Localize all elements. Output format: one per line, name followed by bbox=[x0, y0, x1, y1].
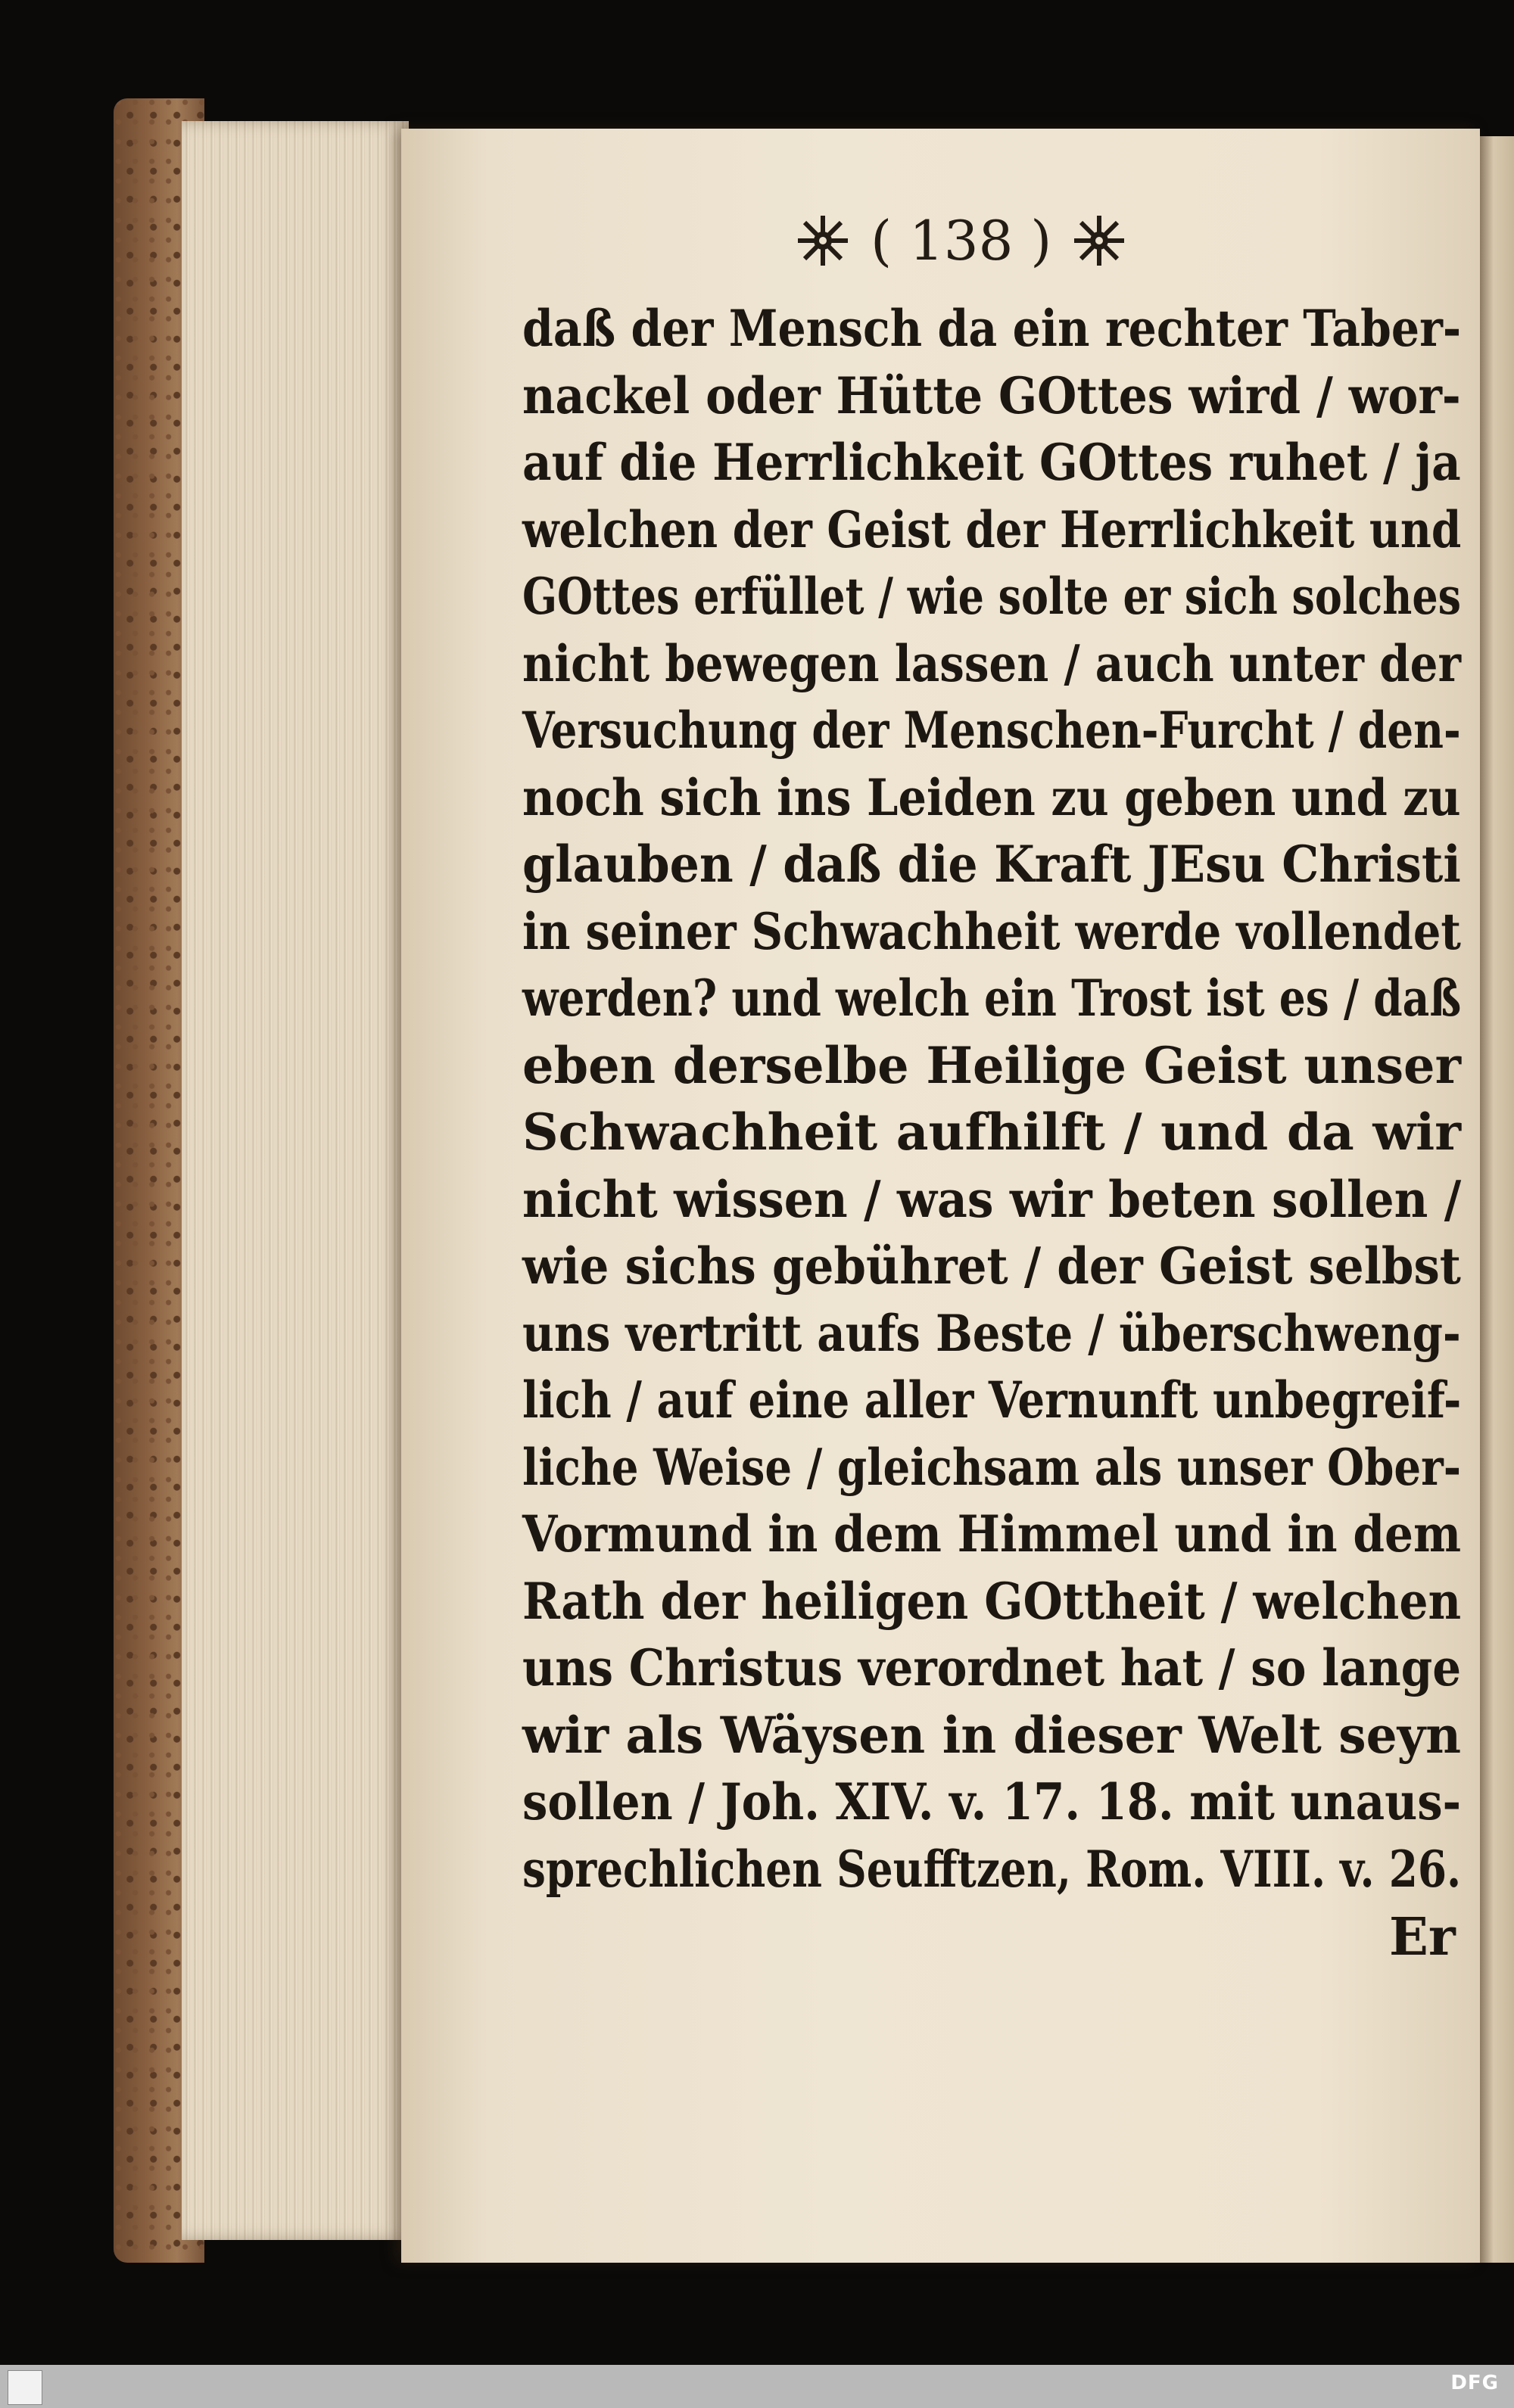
body-text bbox=[522, 295, 1476, 1902]
text-line: welchen der Geist der Herrlichkeit und bbox=[522, 499, 1462, 559]
footer-bar bbox=[0, 2365, 1514, 2408]
flower-ornament-icon bbox=[795, 213, 851, 269]
text-line: uns vertritt aufs Beste / überschweng- bbox=[522, 1303, 1461, 1363]
text-line: lich / auf eine aller Vernunft unbegreif- bbox=[522, 1370, 1462, 1430]
opposite-page-edge bbox=[1480, 136, 1514, 2263]
flower-ornament-icon bbox=[1071, 213, 1127, 269]
text-line: auf die Herrlichkeit GOttes ruhet / ja bbox=[522, 433, 1461, 492]
text-line: eben derselbe Heilige Geist unser bbox=[522, 1035, 1461, 1095]
text-line: wie sichs gebühret / der Geist selbst bbox=[522, 1237, 1461, 1296]
catchword: Er bbox=[1389, 1907, 1456, 1968]
page-edges bbox=[182, 121, 409, 2240]
text-line: sprechlichen Seufftzen, Rom. VIII. v. 26. bbox=[522, 1839, 1462, 1899]
text-line: uns Christus verordnet hat / so lange bbox=[522, 1638, 1462, 1697]
library-logo-icon bbox=[8, 2370, 42, 2405]
text-line: noch sich ins Leiden zu geben und zu bbox=[522, 767, 1461, 827]
text-line: daß der Mensch da ein rechter Taber- bbox=[522, 299, 1462, 358]
text-line: Rath der heiligen GOttheit / welchen bbox=[522, 1571, 1462, 1631]
text-line: nicht wissen / was wir beten sollen / bbox=[522, 1169, 1462, 1229]
text-line: Versuchung der Menschen-Furcht / den- bbox=[522, 701, 1461, 760]
text-line: glauben / daß die Kraft JEsu Christi bbox=[522, 835, 1461, 894]
text-line: Vormund in dem Himmel und in dem bbox=[522, 1504, 1462, 1563]
page-number: ( 138 ) bbox=[871, 209, 1052, 272]
text-line: sollen / Joh. XIV. v. 17. 18. mit unaus- bbox=[522, 1772, 1462, 1831]
page-header bbox=[795, 203, 1173, 278]
text-line: Schwachheit aufhilft / und da wir bbox=[522, 1103, 1461, 1162]
text-line: nicht bewegen lassen / auch unter der bbox=[522, 633, 1461, 693]
text-line: nackel oder Hütte GOttes wird / wor- bbox=[522, 366, 1461, 425]
text-line: in seiner Schwachheit werde vollendet bbox=[522, 901, 1461, 961]
dfg-mark: DFG bbox=[1450, 2372, 1499, 2394]
text-line: werden? und welch ein Trost ist es / daß bbox=[522, 969, 1462, 1028]
text-line: liche Weise / gleichsam als unser Ober- bbox=[522, 1437, 1462, 1497]
text-line: wir als Wäysen in dieser Welt seyn bbox=[522, 1705, 1462, 1765]
text-line: GOttes erfüllet / wie solte er sich solches bbox=[522, 567, 1462, 626]
